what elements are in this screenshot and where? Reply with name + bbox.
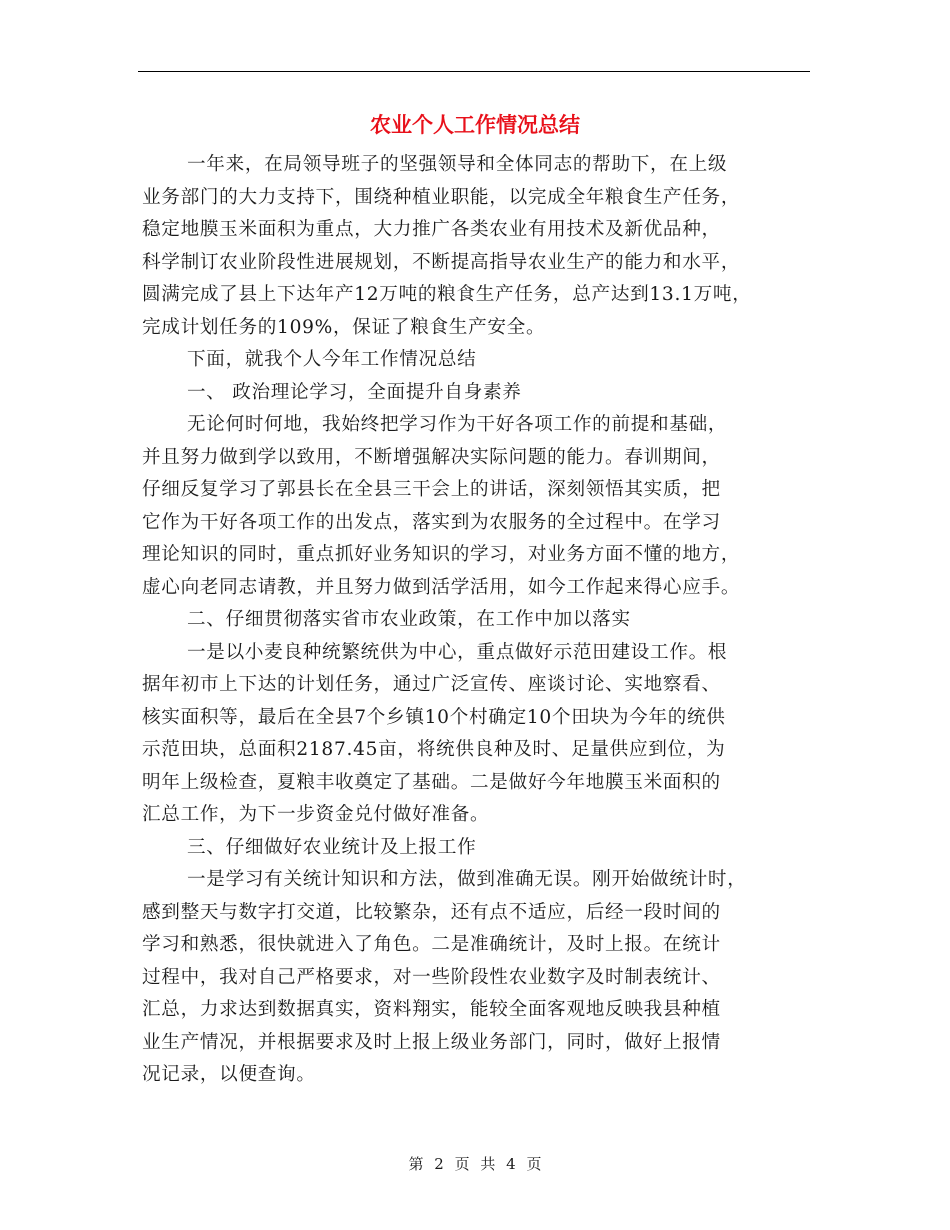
header-rule [138, 71, 810, 72]
body-line: 科学制订农业阶段性进展规划，不断提高指导农业生产的能力和水平， [142, 251, 741, 273]
body-line: 核实面积等，最后在全县7个乡镇10个村确定10个田块为今年的统供 [142, 706, 726, 728]
body-line: 一、 政治理论学习，全面提升自身素养 [187, 381, 522, 403]
body-line: 二、仔细贯彻落实省市农业政策，在工作中加以落实 [187, 609, 631, 630]
body-line: 一是以小麦良种统繁统供为中心，重点做好示范田建设工作。根 [187, 641, 728, 663]
document-body [142, 149, 822, 1092]
body-line: 并且努力做到学以致用，不断增强解决实际问题的能力。春训期间， [142, 446, 721, 468]
body-line: 过程中，我对自己严格要求，对一些阶段性农业数字及时制表统计、 [142, 966, 721, 988]
body-line: 仔细反复学习了郭县长在全县三干会上的讲话，深刻领悟其实质，把 [142, 479, 721, 500]
body-line: 业务部门的大力支持下，围绕种植业职能，以完成全年粮食生产任务， [142, 186, 741, 208]
body-line: 示范田块，总面积2187.45亩，将统供良种及时、足量供应到位，为 [142, 739, 726, 760]
body-line: 无论何时何地，我始终把学习作为干好各项工作的前提和基础， [187, 414, 728, 435]
body-line: 稳定地膜玉米面积为重点，大力推广各类农业有用技术及新优品种， [142, 219, 721, 240]
body-line: 汇总工作，为下一步资金兑付做好准备。 [142, 804, 490, 825]
body-line: 完成计划任务的109%，保证了粮食生产安全。 [142, 316, 546, 338]
body-line: 三、仔细做好农业统计及上报工作 [187, 836, 477, 858]
body-line: 况记录，以便查询。 [142, 1064, 316, 1085]
body-line: 它作为干好各项工作的出发点，落实到为农服务的全过程中。在学习 [142, 511, 721, 533]
body-line: 汇总，力求达到数据真实，资料翔实，能较全面客观地反映我县种植 [142, 999, 721, 1020]
body-line: 一年来，在局领导班子的坚强领导和全体同志的帮助下，在上级 [187, 154, 728, 175]
page-number: 第 2 页 共 4 页 [408, 1155, 542, 1173]
body-line: 感到整天与数字打交道，比较繁杂，还有点不适应，后经一段时间的 [142, 901, 721, 923]
body-line: 业生产情况，并根据要求及时上报上级业务部门，同时，做好上报情 [142, 1031, 721, 1053]
body-line: 学习和熟悉，很快就进入了角色。二是准确统计，及时上报。在统计 [142, 934, 721, 955]
body-line: 圆满完成了县上下达年产12万吨的粮食生产任务，总产达到13.1万吨， [142, 284, 752, 305]
document-title: 农业个人工作情况总结 [370, 113, 580, 137]
body-line: 明年上级检查，夏粮丰收奠定了基础。二是做好今年地膜玉米面积的 [142, 771, 721, 793]
body-line: 理论知识的同时，重点抓好业务知识的学习，对业务方面不懂的地方， [142, 544, 741, 565]
body-line: 虚心向老同志请教，并且努力做到活学活用，如今工作起来得心应手。 [142, 576, 741, 598]
body-line: 一是学习有关统计知识和方法，做到准确无误。刚开始做统计时， [187, 869, 747, 890]
body-line: 据年初市上下达的计划任务，通过广泛宣传、座谈讨论、实地察看、 [142, 674, 721, 695]
body-line: 下面，就我个人今年工作情况总结 [187, 349, 477, 370]
